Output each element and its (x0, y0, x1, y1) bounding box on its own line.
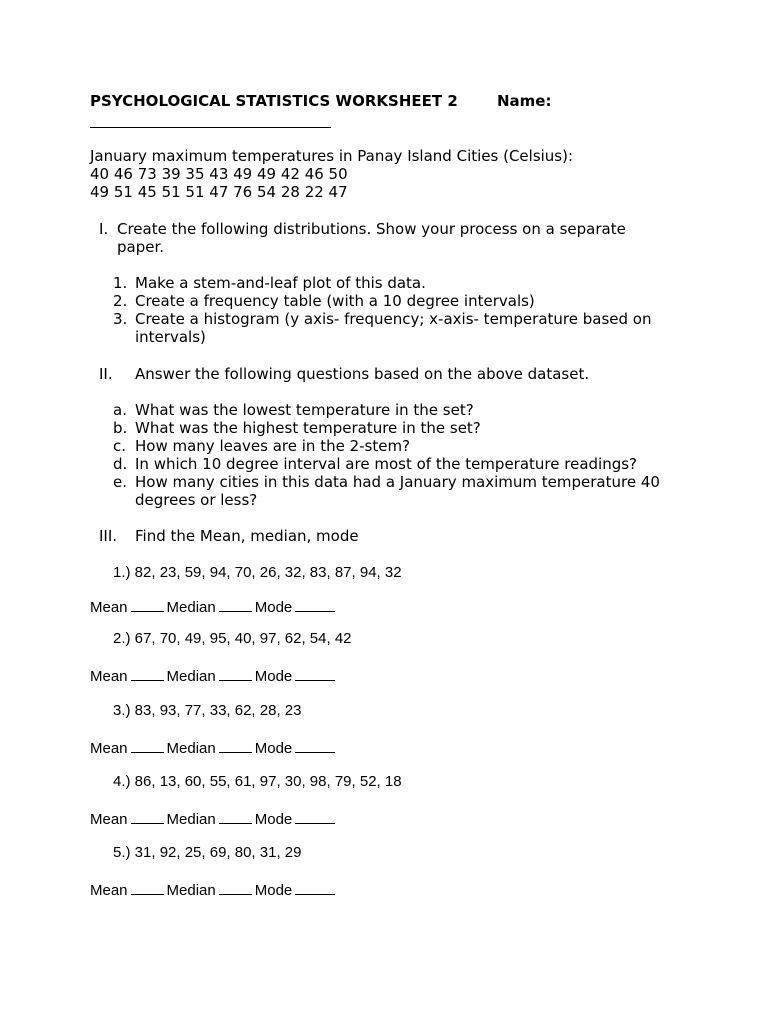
section-1-item-text-continued: intervals) (135, 328, 206, 346)
median-label: Median (166, 811, 216, 828)
mean-label: Mean (90, 811, 128, 828)
mode-blank[interactable] (295, 738, 335, 753)
section-1-item-text: Create a frequency table (with a 10 degree intervals) (135, 292, 535, 310)
median-label: Median (166, 599, 216, 616)
section-2-numeral: II. (99, 365, 113, 383)
mode-blank[interactable] (295, 880, 335, 895)
dataset-values-line-1: 40 46 73 39 35 43 49 49 42 46 50 (90, 165, 348, 183)
mode-label: Mode (254, 811, 293, 828)
median-blank[interactable] (219, 738, 252, 753)
section-1-item-number: 1. (113, 274, 128, 292)
mean-label: Mean (90, 599, 128, 616)
answer-line (90, 880, 338, 900)
answer-line (90, 809, 338, 829)
section-1-item-number: 3. (113, 310, 128, 328)
mean-label: Mean (90, 740, 128, 757)
question-text: How many leaves are in the 2-stem? (135, 437, 411, 455)
median-label: Median (166, 668, 216, 685)
name-label: Name: (497, 92, 552, 110)
problem-dataset: 5.) 31, 92, 25, 69, 80, 31, 29 (113, 844, 302, 861)
answer-line (90, 738, 338, 758)
median-label: Median (166, 740, 216, 757)
mean-label: Mean (90, 668, 128, 685)
question-letter: c. (113, 437, 127, 455)
dataset-values-line-2: 49 51 45 51 51 47 76 54 28 22 47 (90, 183, 348, 201)
dataset-block (90, 147, 573, 201)
problem-dataset: 3.) 83, 93, 77, 33, 62, 28, 23 (113, 702, 302, 719)
mode-label: Mode (254, 599, 293, 616)
mode-label: Mode (254, 882, 293, 899)
mode-blank[interactable] (295, 597, 335, 612)
median-blank[interactable] (219, 666, 252, 681)
mean-blank[interactable] (131, 666, 164, 681)
question-text: In which 10 degree interval are most of the temperature readings? (135, 455, 638, 473)
worksheet-title: PSYCHOLOGICAL STATISTICS WORKSHEET 2 (90, 92, 458, 110)
median-blank[interactable] (219, 809, 252, 824)
mean-blank[interactable] (131, 880, 164, 895)
section-1-instruction-line-1: Create the following distributions. Show your process on a separate (117, 220, 626, 238)
section-1-item-number: 2. (113, 292, 128, 310)
mode-label: Mode (254, 740, 293, 757)
section-2-heading: Answer the following questions based on the above dataset. (135, 365, 590, 383)
mean-blank[interactable] (131, 809, 164, 824)
question-text-continued: degrees or less? (135, 491, 258, 509)
problem-dataset: 4.) 86, 13, 60, 55, 61, 97, 30, 98, 79, 52, 18 (113, 773, 402, 790)
question-text: What was the lowest temperature in the set? (135, 401, 474, 419)
section-3-numeral: III. (99, 527, 118, 545)
section-1-numeral: I. (99, 220, 109, 238)
question-letter: b. (113, 419, 128, 437)
mean-blank[interactable] (131, 597, 164, 612)
question-text: What was the highest temperature in the set? (135, 419, 481, 437)
dataset-caption: January maximum temperatures in Panay Island Cities (Celsius): (90, 147, 574, 165)
median-blank[interactable] (219, 597, 252, 612)
section-1-item-text: Make a stem-and-leaf plot of this data. (135, 274, 426, 292)
mean-blank[interactable] (131, 738, 164, 753)
mode-blank[interactable] (295, 809, 335, 824)
problem-dataset: 1.) 82, 23, 59, 94, 70, 26, 32, 83, 87, 94, 32 (113, 564, 402, 581)
worksheet-title-line (90, 92, 552, 110)
median-label: Median (166, 882, 216, 899)
mode-label: Mode (254, 668, 293, 685)
section-1-item-text: Create a histogram (y axis- frequency; x-axis- temperature based on (135, 310, 652, 328)
problem-dataset: 2.) 67, 70, 49, 95, 40, 97, 62, 54, 42 (113, 630, 352, 647)
answer-line (90, 597, 338, 617)
section-3-heading: Find the Mean, median, mode (135, 527, 359, 545)
answer-line (90, 666, 338, 686)
median-blank[interactable] (219, 880, 252, 895)
question-letter: d. (113, 455, 128, 473)
question-letter: e. (113, 473, 127, 491)
name-blank-line (90, 117, 331, 128)
question-letter: a. (113, 401, 127, 419)
mean-label: Mean (90, 882, 128, 899)
section-1-instruction-line-2: paper. (117, 238, 165, 256)
question-text: How many cities in this data had a January maximum temperature 40 (135, 473, 660, 491)
mode-blank[interactable] (295, 666, 335, 681)
